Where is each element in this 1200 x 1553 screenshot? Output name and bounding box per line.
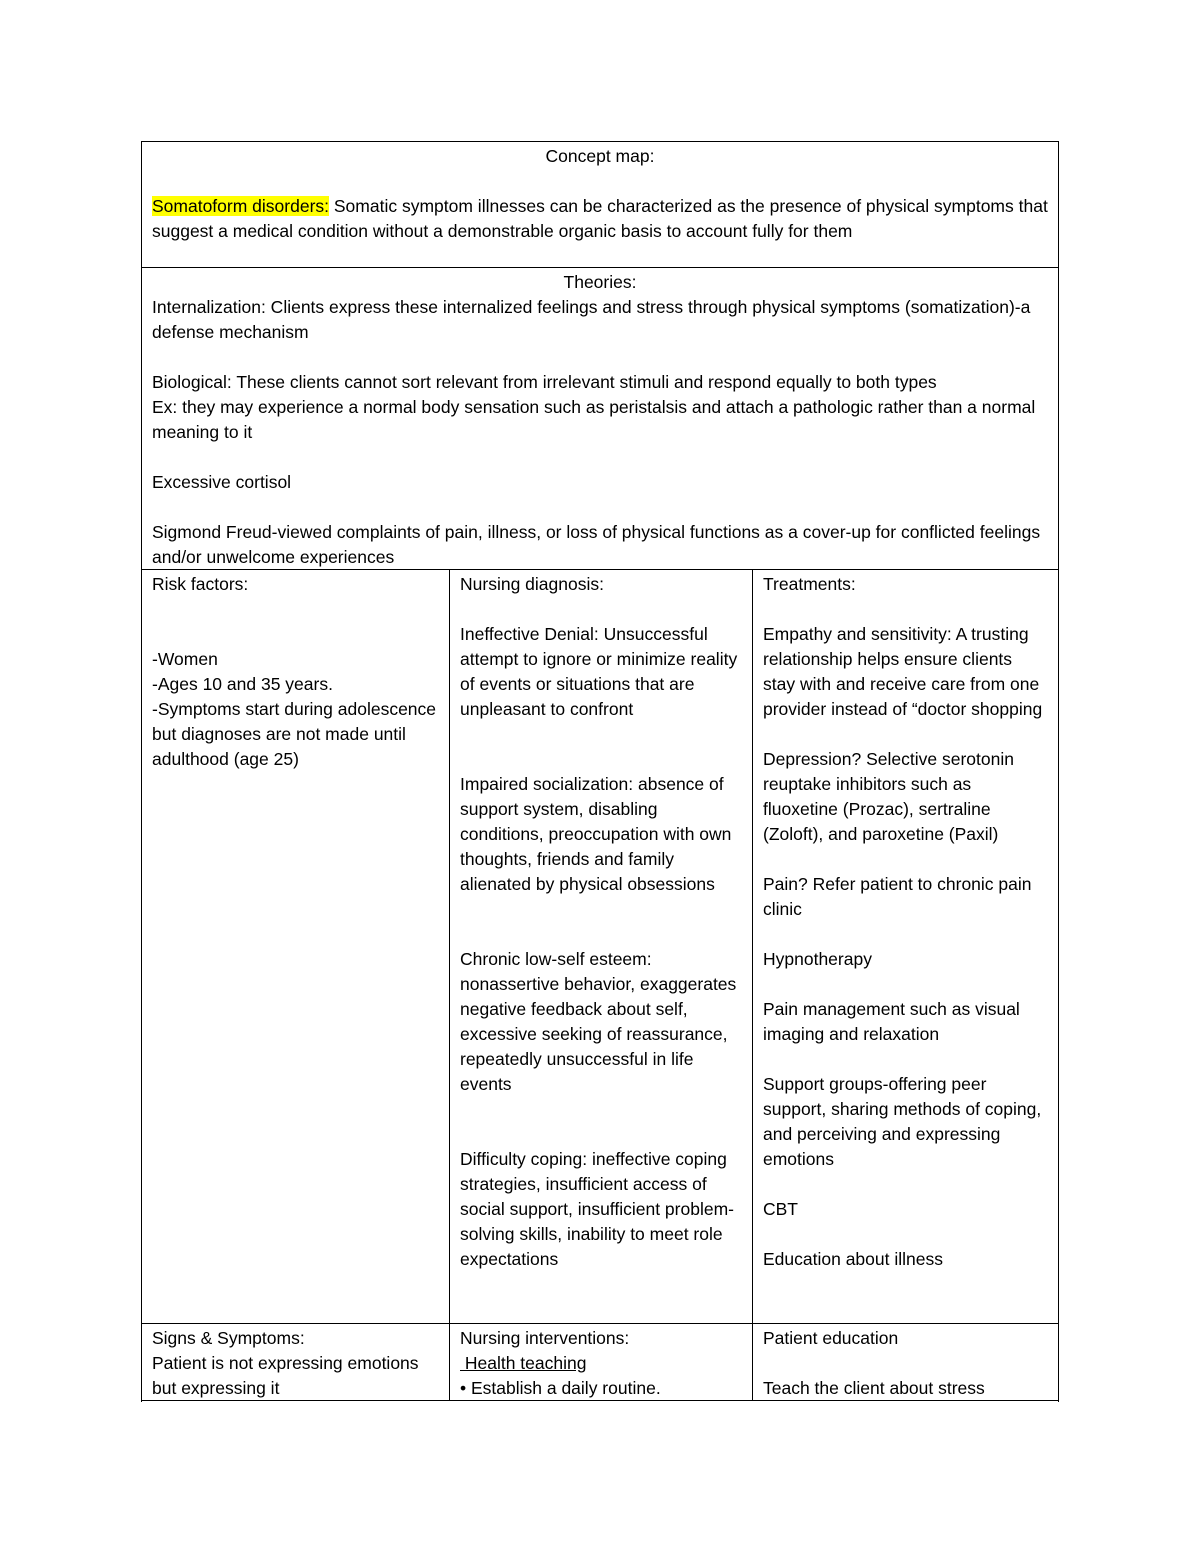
treatments-cell bbox=[753, 572, 1058, 1272]
patient-education-cell bbox=[753, 1326, 1058, 1401]
nursing-diagnosis-cell bbox=[450, 572, 752, 1272]
diagnosis-socialization: Impaired socialization: absence of support system, disabling conditions, preoccupation with own thoughts, friends and family alienated by physical obsessions bbox=[460, 774, 732, 894]
row-rule-3 bbox=[141, 1323, 1059, 1324]
theory-example: Ex: they may experience a normal body sensation such as peristalsis and attach a pathologic rather than a normal meaning to it bbox=[152, 397, 1036, 442]
table-top-rule bbox=[141, 141, 1059, 142]
somatoform-definition-text: Somatic symptom illnesses can be characterized as the presence of physical symptoms that suggest a medical condition without a demonstrable organic basis to account fully for them bbox=[152, 196, 1048, 241]
signs-heading: Signs & Symptoms: bbox=[152, 1328, 305, 1348]
treatment-empathy: Empathy and sensitivity: A trusting relationship helps ensure clients stay with and receive care from one provider instead of “doctor shopping bbox=[763, 624, 1043, 719]
signs-text: Patient is not expressing emotions but expressing it bbox=[152, 1353, 419, 1398]
somatoform-definition bbox=[152, 194, 1048, 244]
treatment-education: Education about illness bbox=[763, 1249, 943, 1269]
treatment-cbt: CBT bbox=[763, 1199, 798, 1219]
treatment-depression: Depression? Selective serotonin reuptake inhibitors such as fluoxetine (Prozac), sertraline (Zoloft), and paroxetine (Paxil) bbox=[763, 749, 1014, 844]
somatoform-term: Somatoform disorders: bbox=[152, 196, 330, 216]
theory-cortisol: Excessive cortisol bbox=[152, 472, 292, 492]
patient-education-heading: Patient education bbox=[763, 1328, 899, 1348]
risk-ages: -Ages 10 and 35 years. bbox=[152, 674, 333, 694]
diagnosis-denial: Ineffective Denial: Unsuccessful attempt to ignore or minimize reality of events or situations that are unpleasant to confront bbox=[460, 624, 738, 719]
concept-map-cell bbox=[142, 144, 1058, 244]
risk-factors-heading: Risk factors: bbox=[152, 574, 249, 594]
concept-map-heading: Concept map: bbox=[545, 146, 655, 166]
treatments-heading: Treatments: bbox=[763, 574, 856, 594]
risk-factors-cell bbox=[142, 572, 449, 772]
risk-women: -Women bbox=[152, 649, 218, 669]
patient-education-text: Teach the client about stress bbox=[763, 1378, 985, 1398]
treatment-support-groups: Support groups-offering peer support, sharing methods of coping, and perceiving and expressing emotions bbox=[763, 1074, 1042, 1169]
theories-heading: Theories: bbox=[563, 272, 637, 292]
risk-symptoms: -Symptoms start during adolescence but diagnoses are not made until adulthood (age 25) bbox=[152, 699, 437, 769]
interventions-subheading: Health teaching bbox=[460, 1353, 587, 1373]
theories-cell bbox=[142, 270, 1058, 570]
treatment-hypnotherapy: Hypnotherapy bbox=[763, 949, 872, 969]
diagnosis-esteem: Chronic low-self esteem: nonassertive behavior, exaggerates negative feedback about self, excessive seeking of reassurance, repeatedly unsuccessful in life events bbox=[460, 949, 737, 1094]
nursing-diagnosis-heading: Nursing diagnosis: bbox=[460, 574, 604, 594]
treatment-pain: Pain? Refer patient to chronic pain clinic bbox=[763, 874, 1032, 919]
theory-biological: Biological: These clients cannot sort relevant from irrelevant stimuli and respond equally to both types bbox=[152, 372, 937, 392]
interventions-item-1: • Establish a daily routine. bbox=[460, 1378, 661, 1398]
interventions-heading: Nursing interventions: bbox=[460, 1328, 630, 1348]
row-rule-1 bbox=[141, 267, 1059, 268]
signs-symptoms-cell bbox=[142, 1326, 449, 1401]
diagnosis-coping: Difficulty coping: ineffective coping strategies, insufficient access of social support, insufficient problem-solving skills, inability to meet role expectations bbox=[460, 1149, 734, 1269]
nursing-interventions-cell bbox=[450, 1326, 752, 1401]
theory-internalization: Internalization: Clients express these internalized feelings and stress through physical symptoms (somatization)-a defense mechanism bbox=[152, 297, 1031, 342]
theory-freud: Sigmond Freud-viewed complaints of pain, illness, or loss of physical functions as a cover-up for conflicted feelings and/or unwelcome experiences bbox=[152, 522, 1041, 567]
treatment-pain-management: Pain management such as visual imaging and relaxation bbox=[763, 999, 1020, 1044]
